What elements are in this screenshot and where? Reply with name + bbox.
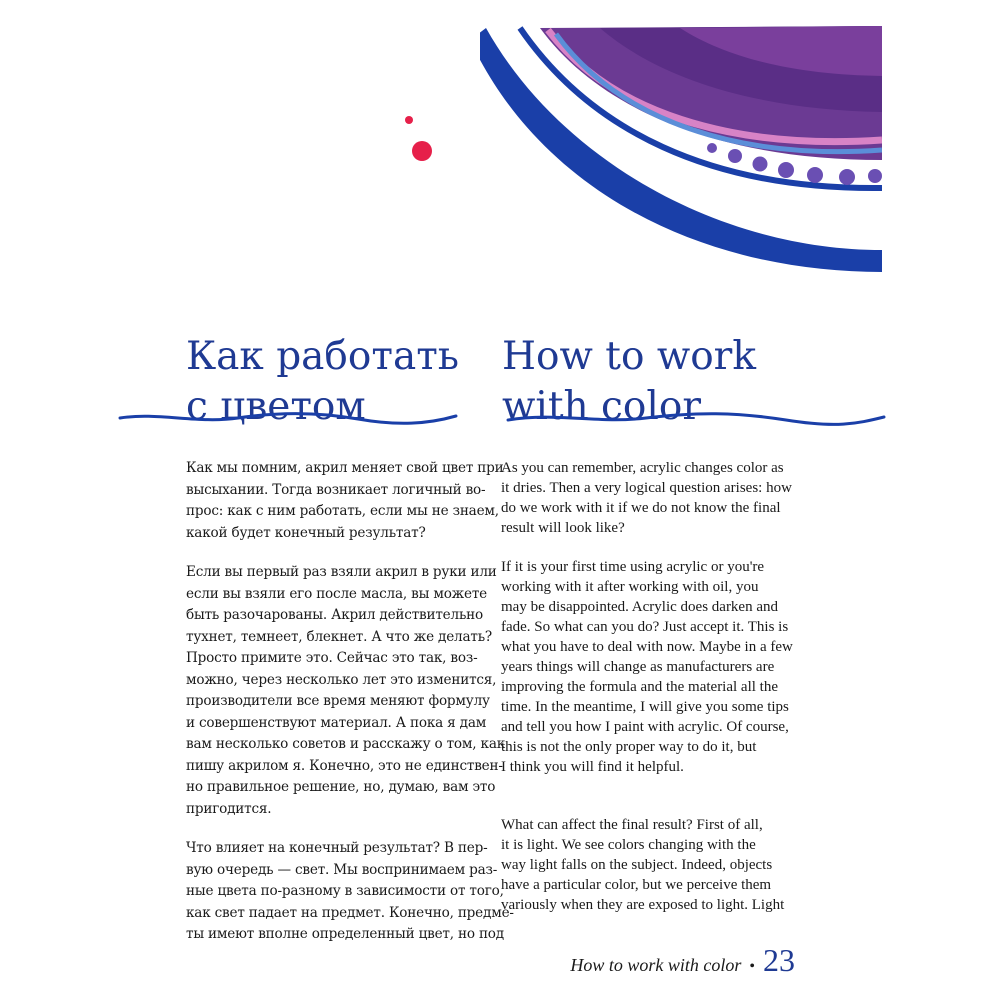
text-line: но правильное решение, но, думаю, вам это: [186, 779, 496, 795]
text-line: тухнет, темнеет, блекнет. А что же делать?: [186, 628, 492, 645]
text-line: way light falls on the subject. Indeed, objects: [501, 857, 773, 873]
text-line: improving the formula and the material all the: [501, 679, 778, 695]
text-line: result will look like?: [501, 520, 625, 536]
paragraph: [186, 562, 506, 820]
text-line: working with it after working with oil, you: [501, 579, 759, 595]
text-line: and tell you how I paint with acrylic. Of course,: [501, 719, 789, 735]
text-line: прос: как с ним работать, если мы не знаем,: [186, 503, 499, 519]
footer-bullet: •: [749, 958, 755, 975]
text-line: what you have to deal with now. Maybe in a few: [501, 639, 793, 655]
title-line: Как работать: [186, 334, 460, 380]
text-line: вую очередь — свет. Мы воспринимаем раз-: [186, 861, 498, 878]
paragraph: [501, 458, 801, 538]
text-line: it dries. Then a very logical question arises: how: [501, 480, 792, 496]
text-line: If it is your first time using acrylic or you're: [501, 559, 765, 575]
wavy-underline-russian: [118, 408, 458, 432]
text-line: какой будет конечный результат?: [186, 524, 426, 541]
wavy-underline-english: [506, 408, 886, 432]
text-line: Просто примите это. Сейчас это так, воз-: [186, 650, 478, 666]
acrylic-illustration: [0, 0, 1000, 300]
text-line: I think you will find it helpful.: [501, 759, 684, 775]
english-column: [501, 458, 801, 915]
text-line: do we work with it if we do not know the final: [501, 500, 781, 516]
text-line: this is not the only proper way to do it, but: [501, 739, 757, 755]
text-line: производители все время меняют формулу: [186, 693, 490, 709]
text-line: ты имеют вполне определенный цвет, но под: [186, 926, 504, 942]
text-line: time. In the meantime, I will give you some tips: [501, 699, 789, 715]
text-line: пишу акрилом я. Конечно, это не единствен-: [186, 757, 503, 774]
paragraph: [501, 815, 801, 915]
text-line: variously when they are exposed to light. Light: [501, 897, 785, 913]
paragraph: [186, 458, 504, 544]
russian-column: [186, 458, 514, 946]
running-title: How to work with color: [570, 955, 742, 975]
title-line: с цветом: [186, 384, 366, 430]
page-footer: [570, 942, 795, 979]
text-line: Если вы первый раз взяли акрил в руки или: [186, 564, 497, 580]
text-line: вам несколько советов и расскажу о том, как: [186, 736, 506, 752]
text-line: и совершенствуют материал. А пока я дам: [186, 714, 487, 731]
text-line: have a particular color, but we perceive them: [501, 877, 772, 893]
text-line: As you can remember, acrylic changes color as: [501, 460, 784, 476]
page-number: 23: [763, 942, 795, 978]
text-line: ные цвета по-разному в зависимости от того,: [186, 883, 504, 899]
text-line: years things will change as manufacturers are: [501, 659, 775, 675]
text-line: пригодится.: [186, 800, 272, 817]
red-dot-large: [412, 141, 432, 161]
text-line: если вы взяли его после масла, вы можете: [186, 585, 487, 602]
title-line: with color: [502, 384, 701, 430]
text-line: можно, через несколько лет это изменится,: [186, 671, 497, 688]
paragraph: [501, 557, 801, 777]
text-line: высыхании. Тогда возникает логичный во-: [186, 481, 486, 498]
text-line: как свет падает на предмет. Конечно, предме-: [186, 904, 514, 921]
red-dot-small: [405, 116, 413, 124]
text-line: it is light. We see colors changing with the: [501, 837, 756, 853]
title-line: How to work: [502, 334, 756, 380]
text-line: Что влияет на конечный результат? В пер-: [186, 840, 488, 856]
text-line: Как мы помним, акрил меняет свой цвет при: [186, 460, 504, 476]
text-line: быть разочарованы. Акрил действительно: [186, 607, 483, 623]
paragraph: [186, 838, 514, 946]
text-line: What can affect the final result? First of all,: [501, 817, 763, 833]
text-line: fade. So what can you do? Just accept it. This is: [501, 619, 789, 635]
text-line: may be disappointed. Acrylic does darken and: [501, 599, 779, 615]
